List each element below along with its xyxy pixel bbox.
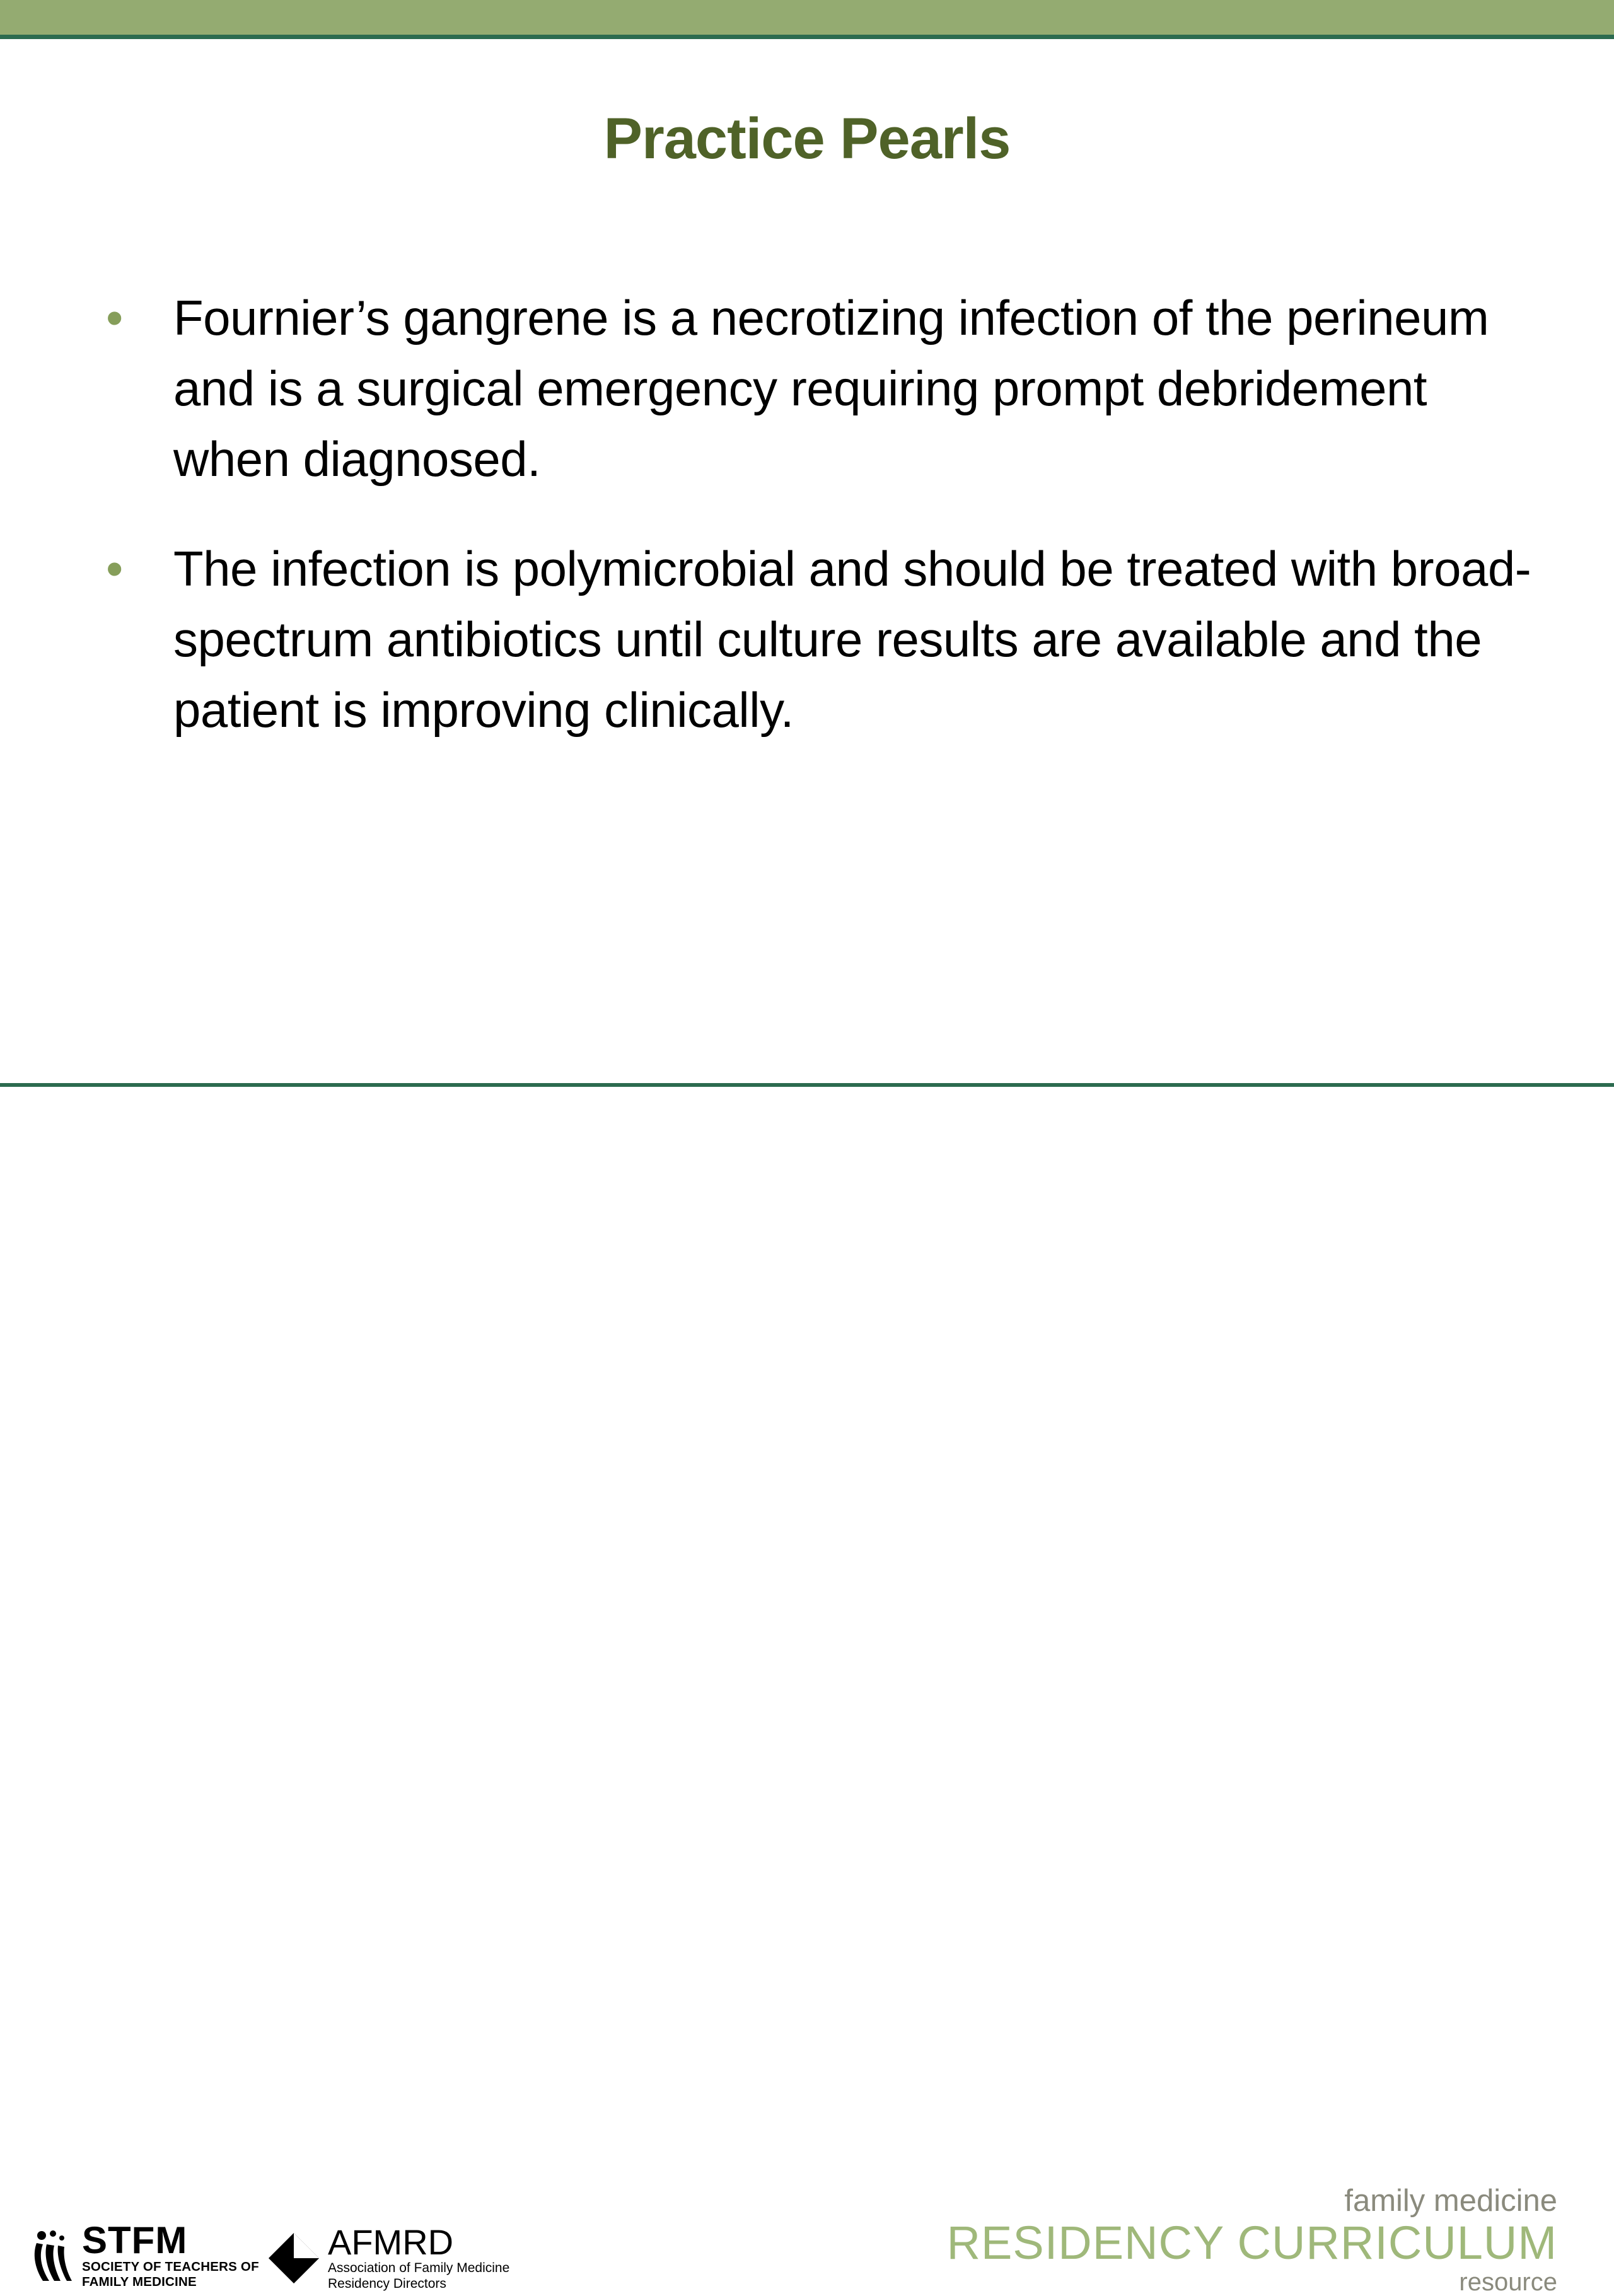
top-green-band [0,0,1614,35]
curriculum-line3: resource [1459,2268,1557,2296]
stfm-line2: FAMILY MEDICINE [82,2275,197,2289]
afmrd-acronym: AFMRD [328,2222,454,2262]
footer [0,1087,1614,2296]
bullet-marker-icon: • [106,541,124,596]
bullet-marker-icon: • [106,290,124,345]
afmrd-wordmark [328,2222,510,2292]
afmrd-logo [265,2222,510,2292]
afmrd-diamond-icon [265,2229,323,2287]
page-title: Practice Pearls [603,107,1011,171]
list-item-text: Fournier’s gangrene is a necrotizing infection of the perineum and is a surgical emergency requiring prompt debridement when diagnosed. [173,290,1489,487]
list-item [95,282,1538,494]
curriculum-line1: family medicine [1344,2184,1557,2218]
top-divider-rule [0,35,1614,39]
residency-curriculum-logo [947,2184,1557,2296]
stfm-logo [30,2219,259,2290]
bullet-list [95,282,1538,784]
stfm-wordmark [82,2219,259,2290]
stfm-emblem-icon [30,2228,76,2283]
afmrd-line2: Residency Directors [328,2276,446,2291]
stfm-line1: SOCIETY OF TEACHERS OF [82,2259,259,2274]
list-item-text: The infection is polymicrobial and should be treated with broad-spectrum antibiotics until culture results are available and the patient is improving clinically. [173,541,1531,738]
stfm-acronym: STFM [82,2219,188,2261]
list-item [95,533,1538,745]
curriculum-line2: RESIDENCY CURRICULUM [946,2217,1557,2269]
afmrd-line1: Association of Family Medicine [328,2261,510,2275]
